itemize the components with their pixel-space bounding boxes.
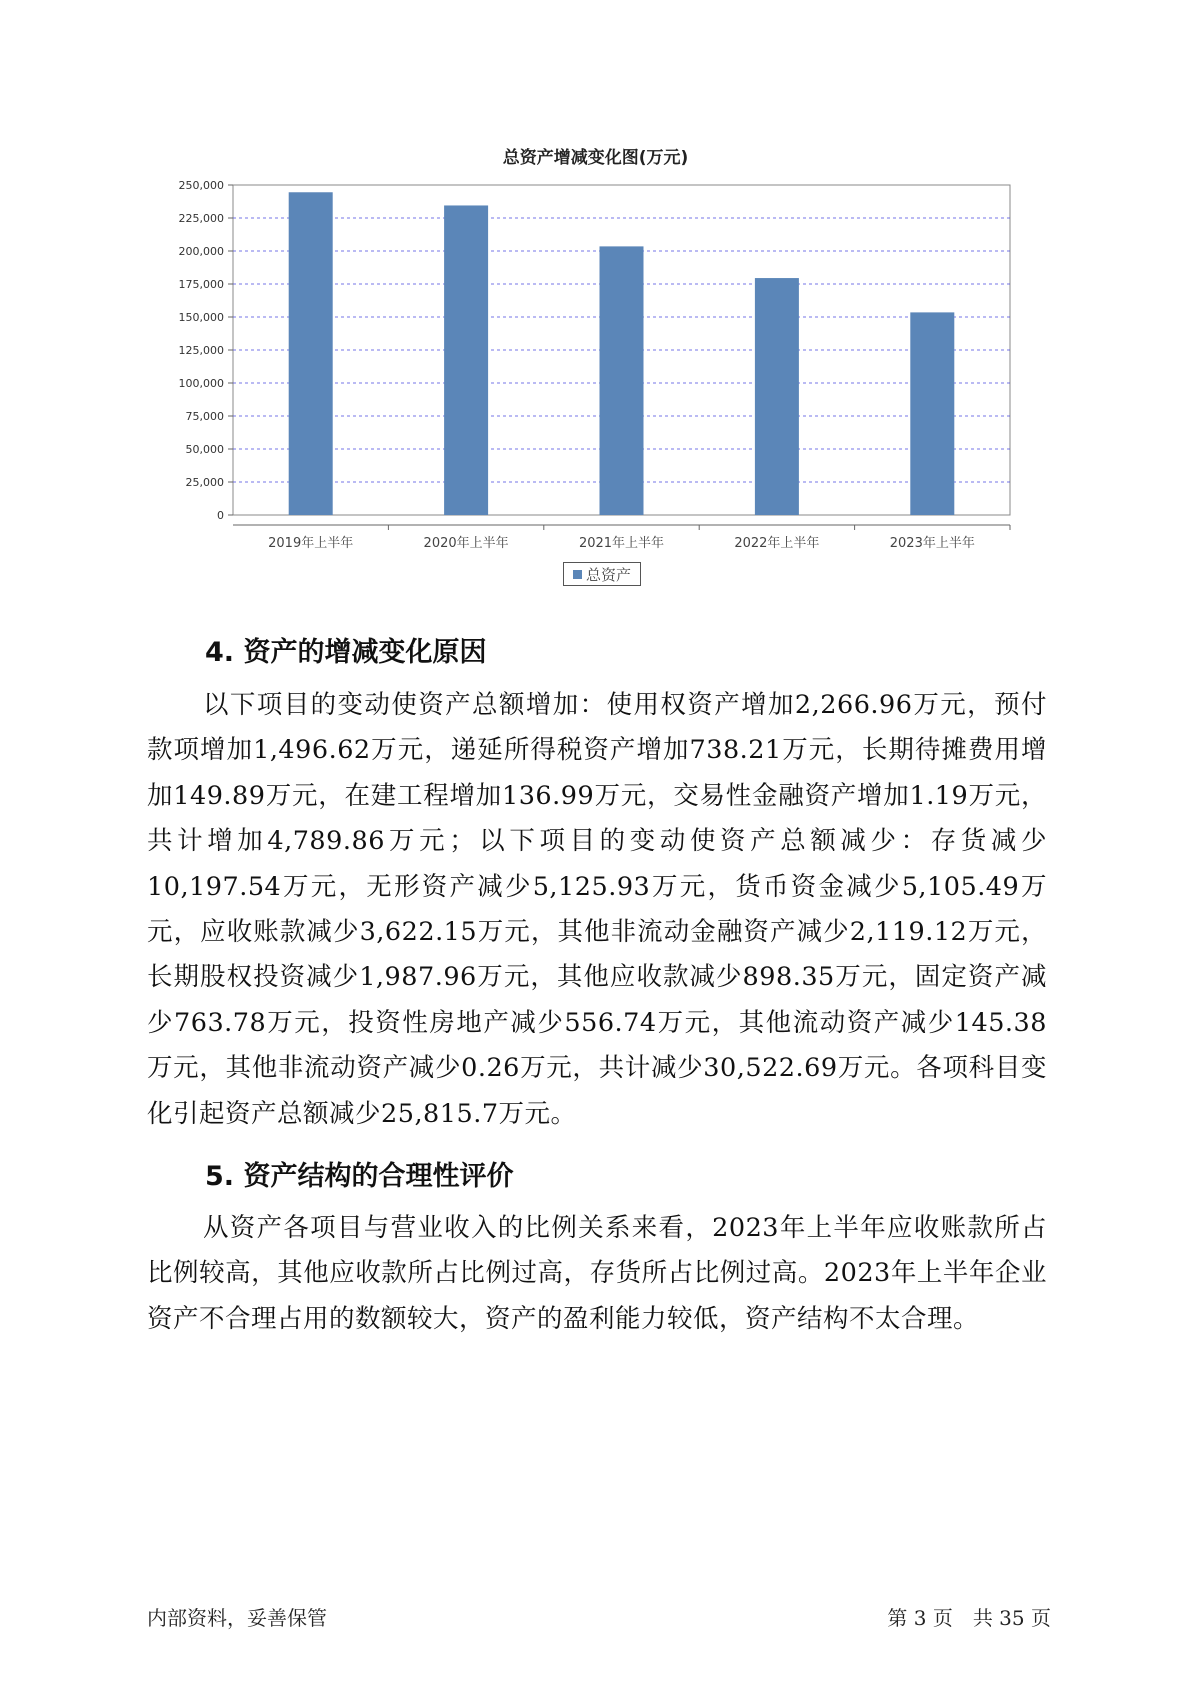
footer-page-number: 第 3 页 共 35 页	[887, 1606, 1051, 1630]
bar	[910, 312, 954, 515]
y-tick-label: 0	[217, 509, 224, 522]
chart-legend	[563, 562, 641, 586]
x-tick-label: 2020年上半年	[423, 536, 509, 551]
y-tick-label: 250,000	[178, 179, 224, 192]
y-tick-label: 175,000	[178, 278, 224, 291]
x-tick-label: 2021年上半年	[578, 536, 665, 551]
bar	[600, 246, 644, 515]
y-tick-label: 150,000	[178, 311, 224, 324]
section-4-paragraph: 以下项目的变动使资产总额增加：使用权资产增加2,266.96万元，预付款项增加1,496.62万元，递延所得税资产增加738.21万元，长期待摊费用增加149.89万元，在建工程增加136.99万元，交易性金融资产增加1.19万元，共计增加4,789.86万元；以下项目的变动使资产总额减少：存货减少10,197.54万元，无形资产减少5,125.93万元，货币资金减少5,105.49万元，应收账款减少3,622.15万元，其他非流动金融资产减少2,119.12万元，长期股权投资减少1,987.96万元，其他应收款减少898.35万元，固定资产减少763.78万元，投资性房地产减少556.74万元，其他流动资产减少145.38万元，其他非流动资产减少0.26万元，共计减少30,522.69万元。各项科目变化引起资产总额减少25,815.7万元。	[147, 690, 1047, 1129]
bar	[444, 205, 488, 515]
section-4-heading: 4. 资产的增减变化原因	[205, 637, 487, 668]
legend-swatch	[573, 570, 582, 579]
y-tick-label: 100,000	[178, 377, 224, 390]
y-tick-label: 75,000	[185, 410, 224, 423]
section-5-heading: 5. 资产结构的合理性评价	[205, 1161, 514, 1192]
x-tick-label: 2019年上半年	[268, 536, 354, 551]
y-tick-label: 200,000	[178, 245, 224, 258]
y-tick-label: 50,000	[185, 443, 224, 456]
y-tick-label: 125,000	[178, 344, 224, 357]
x-tick-label: 2023年上半年	[889, 536, 975, 551]
bar	[755, 278, 799, 515]
chart-title: 总资产增减变化图(万元)	[502, 148, 689, 168]
bar	[289, 192, 333, 515]
footer-left: 内部资料，妥善保管	[147, 1606, 327, 1630]
legend-label: 总资产	[585, 565, 631, 584]
x-tick-label: 2022年上半年	[734, 536, 820, 551]
y-tick-label: 25,000	[185, 476, 224, 489]
total-assets-bar-chart	[0, 0, 1191, 600]
y-tick-label: 225,000	[178, 212, 224, 225]
section-5-paragraph: 从资产各项目与营业收入的比例关系来看，2023年上半年应收账款所占比例较高，其他应收款所占比例过高，存货所占比例过高。2023年上半年企业资产不合理占用的数额较大，资产的盈利能力较低，资产结构不太合理。	[147, 1213, 1047, 1334]
